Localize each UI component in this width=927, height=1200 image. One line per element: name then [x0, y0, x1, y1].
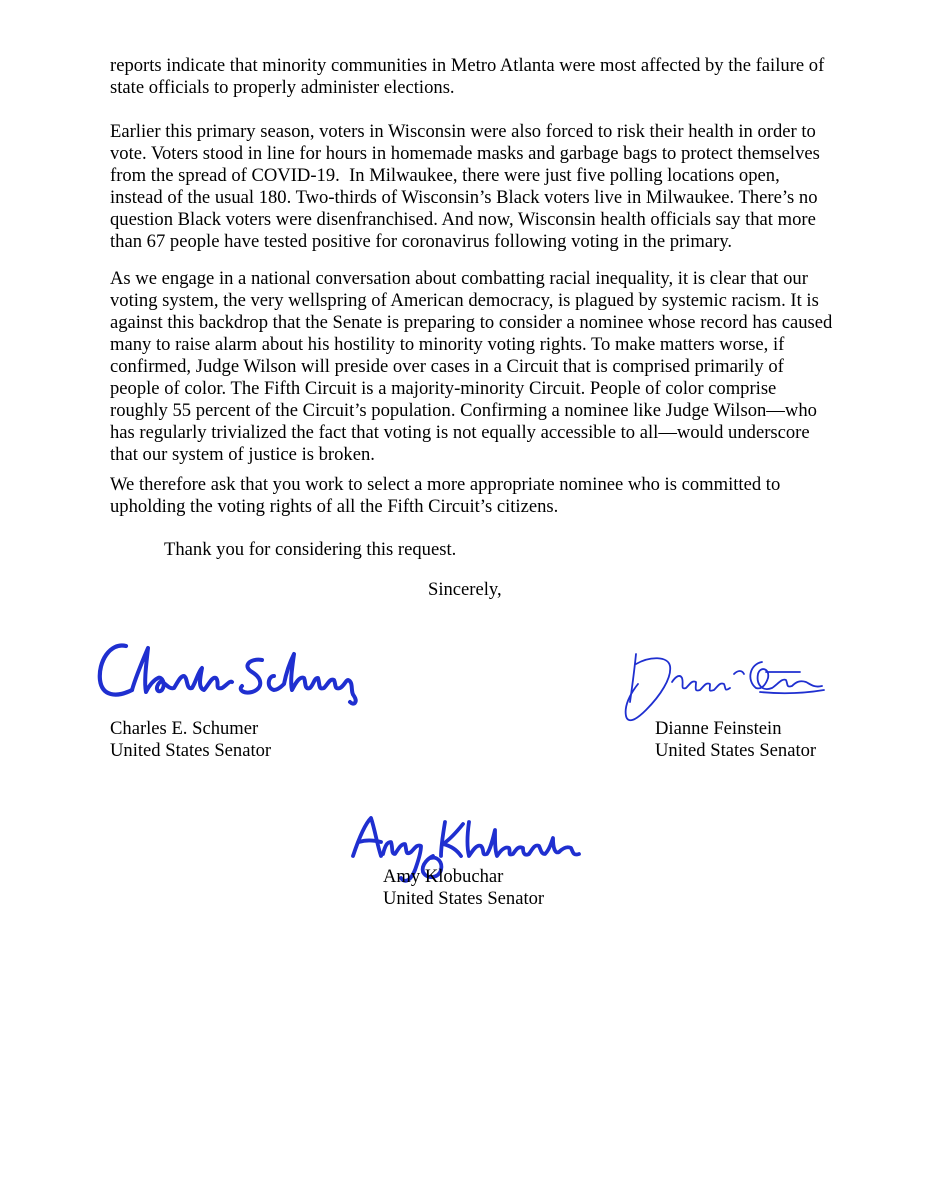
paragraph-line: confirmed, Judge Wilson will preside over cases in a Circuit that is comprised primarily of: [110, 356, 784, 377]
paragraph-line: As we engage in a national conversation about combatting racial inequality, it is clear that our: [110, 268, 808, 289]
paragraph-line: We therefore ask that you work to select a more appropriate nominee who is committed to: [110, 474, 781, 495]
signatory-name: Dianne Feinstein: [655, 718, 782, 739]
thanks-line: Thank you for considering this request.: [164, 539, 457, 560]
signatory-klobuchar: [383, 866, 544, 910]
paragraph-line: voting system, the very wellspring of American democracy, is plagued by systemic racism. It is: [110, 290, 819, 311]
paragraph-line: against this backdrop that the Senate is preparing to consider a nominee whose record has caused: [110, 312, 833, 333]
paragraph-line: instead of the usual 180. Two-thirds of Wisconsin’s Black voters live in Milwaukee. There’s no: [110, 187, 818, 208]
paragraph-line: state officials to properly administer elections.: [110, 77, 455, 98]
paragraph-line: reports indicate that minority communities in Metro Atlanta were most affected by the failure of: [110, 55, 825, 76]
paragraph-line: than 67 people have tested positive for coronavirus following voting in the primary.: [110, 231, 733, 252]
paragraph-line: roughly 55 percent of the Circuit’s population. Confirming a nominee like Judge Wilson—who: [110, 400, 817, 421]
paragraph-line: that our system of justice is broken.: [110, 444, 375, 465]
paragraph-line: vote. Voters stood in line for hours in homemade masks and garbage bags to protect themselves: [110, 143, 820, 164]
paragraph-line: from the spread of COVID-19. In Milwaukee, there were just five polling locations open,: [110, 165, 780, 186]
paragraph-line: many to raise alarm about his hostility to minority voting rights. To make matters worse, if: [110, 334, 785, 355]
paragraph-line: has regularly trivialized the fact that voting is not equally accessible to all—would underscore: [110, 422, 810, 443]
body-paragraph-4: [110, 474, 830, 518]
closing-salutation: Sincerely,: [428, 579, 502, 600]
paragraph-line: upholding the voting rights of all the Fifth Circuit’s citizens.: [110, 496, 559, 517]
paragraph-line: people of color. The Fifth Circuit is a majority-minority Circuit. People of color comprise: [110, 378, 777, 399]
signatory-title: United States Senator: [110, 740, 272, 761]
signatory-schumer: [110, 718, 271, 762]
body-paragraph-2: [110, 121, 830, 253]
body-paragraph-1: [110, 55, 830, 99]
paragraph-line: Earlier this primary season, voters in Wisconsin were also forced to risk their health in order to: [110, 121, 816, 142]
signatory-feinstein: [655, 718, 816, 762]
signatory-title: United States Senator: [383, 888, 545, 909]
signatory-title: United States Senator: [655, 740, 817, 761]
paragraph-line: question Black voters were disenfranchised. And now, Wisconsin health officials say that more: [110, 209, 816, 230]
signatory-name: Amy Klobuchar: [383, 866, 504, 887]
body-paragraph-3: [110, 268, 833, 466]
signature-schumer: [92, 632, 362, 712]
signatory-name: Charles E. Schumer: [110, 718, 259, 739]
